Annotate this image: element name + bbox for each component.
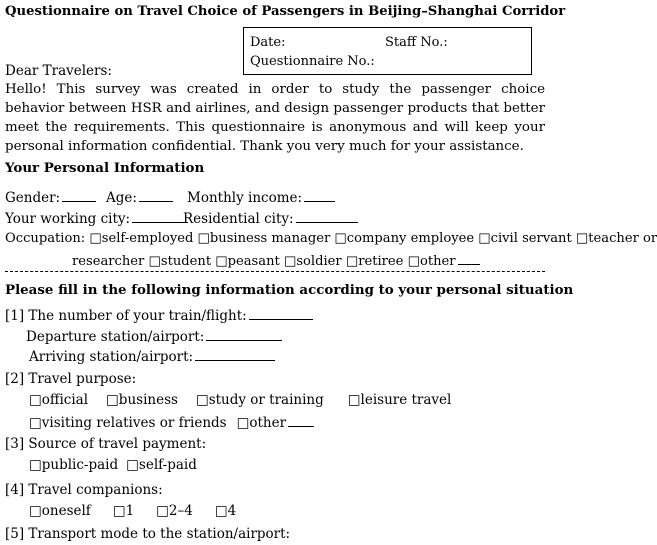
working-city-row	[5, 209, 188, 227]
occupation-label: Occupation:	[5, 231, 86, 246]
q3-label: [3] Source of travel payment:	[5, 436, 207, 452]
q2-other-blank[interactable]	[288, 413, 314, 427]
q4-option-2-4[interactable]: □2–4	[156, 503, 193, 519]
q4-label: [4] Travel companions:	[5, 482, 163, 498]
q1-arriving-label: Arriving station/airport:	[29, 349, 194, 365]
residential-city-row	[183, 209, 358, 227]
gender-label: Gender:	[5, 190, 61, 206]
q2-option-official[interactable]: □official	[29, 392, 89, 408]
occupation-row-2	[72, 251, 480, 269]
q2-option-business[interactable]: □business	[106, 392, 178, 408]
q2-options-row1	[29, 392, 463, 408]
q2-option-leisure[interactable]: □leisure travel	[347, 392, 452, 408]
q1-arriving-row	[29, 347, 275, 365]
q4-option-1[interactable]: □1	[112, 503, 135, 519]
personal-info-heading: Your Personal Information	[5, 160, 205, 176]
q1-departure-label: Departure station/airport:	[26, 329, 205, 345]
working-city-label: Your working city:	[5, 211, 131, 227]
q3-option-self[interactable]: □self-paid	[126, 457, 197, 473]
age-label: Age:	[106, 190, 137, 206]
q2-options-row2	[29, 413, 314, 431]
date-label: Date:	[250, 35, 286, 50]
occupation-other-blank[interactable]	[458, 251, 480, 265]
q4-options	[29, 503, 236, 519]
q4-option-4[interactable]: □4	[214, 503, 237, 519]
q3-options	[29, 457, 197, 473]
age-row	[106, 188, 173, 206]
q1-blank[interactable]	[249, 306, 313, 320]
income-label: Monthly income:	[187, 190, 303, 206]
gender-row	[5, 188, 96, 206]
staff-info-box	[243, 27, 532, 75]
q1-departure-row	[26, 327, 282, 345]
age-blank[interactable]	[139, 188, 173, 202]
occupation-options-line1[interactable]: □self-employed □business manager □company employee □civil servant □teacher or	[89, 231, 657, 246]
working-city-blank[interactable]	[132, 209, 188, 223]
q1-label: [1] The number of your train/flight:	[5, 308, 247, 324]
greeting: Dear Travelers:	[5, 63, 112, 79]
q2-option-other[interactable]: □other	[236, 415, 287, 431]
q2-label: [2] Travel purpose:	[5, 371, 137, 387]
occupation-options-line2[interactable]: researcher □student □peasant □soldier □retiree □other	[72, 254, 456, 269]
gender-blank[interactable]	[62, 188, 96, 202]
q5-label: [5] Transport mode to the station/airport:	[5, 526, 291, 542]
staff-number-label: Staff No.:	[385, 35, 448, 50]
situation-heading: Please fill in the following information according to your personal situation	[5, 282, 574, 298]
q2-option-study[interactable]: □study or training	[195, 392, 324, 408]
residential-city-label: Residential city:	[183, 211, 294, 227]
q1-arriving-blank[interactable]	[195, 347, 275, 361]
q2-option-visiting[interactable]: □visiting relatives or friends	[29, 415, 227, 431]
section-divider	[5, 271, 545, 272]
q1-departure-blank[interactable]	[206, 327, 282, 341]
income-row	[187, 188, 335, 206]
residential-city-blank[interactable]	[296, 209, 358, 223]
document-title: Questionnaire on Travel Choice of Passengers in Beijing–Shanghai Corridor	[5, 4, 566, 19]
questionnaire-number-label: Questionnaire No.:	[250, 54, 375, 69]
income-blank[interactable]	[304, 188, 335, 202]
q4-option-oneself[interactable]: □oneself	[29, 503, 91, 519]
occupation-row	[5, 231, 657, 246]
q1-row	[5, 306, 313, 324]
q3-option-public[interactable]: □public-paid	[29, 457, 119, 473]
intro-paragraph: Hello! This survey was created in order to study the passenger choice behavior between HSR and airlines, and design passenger products that better meet the requirements. This questionnaire is anonymous and will keep your personal information confidential. Thank you very much for your assistance.	[5, 82, 545, 154]
